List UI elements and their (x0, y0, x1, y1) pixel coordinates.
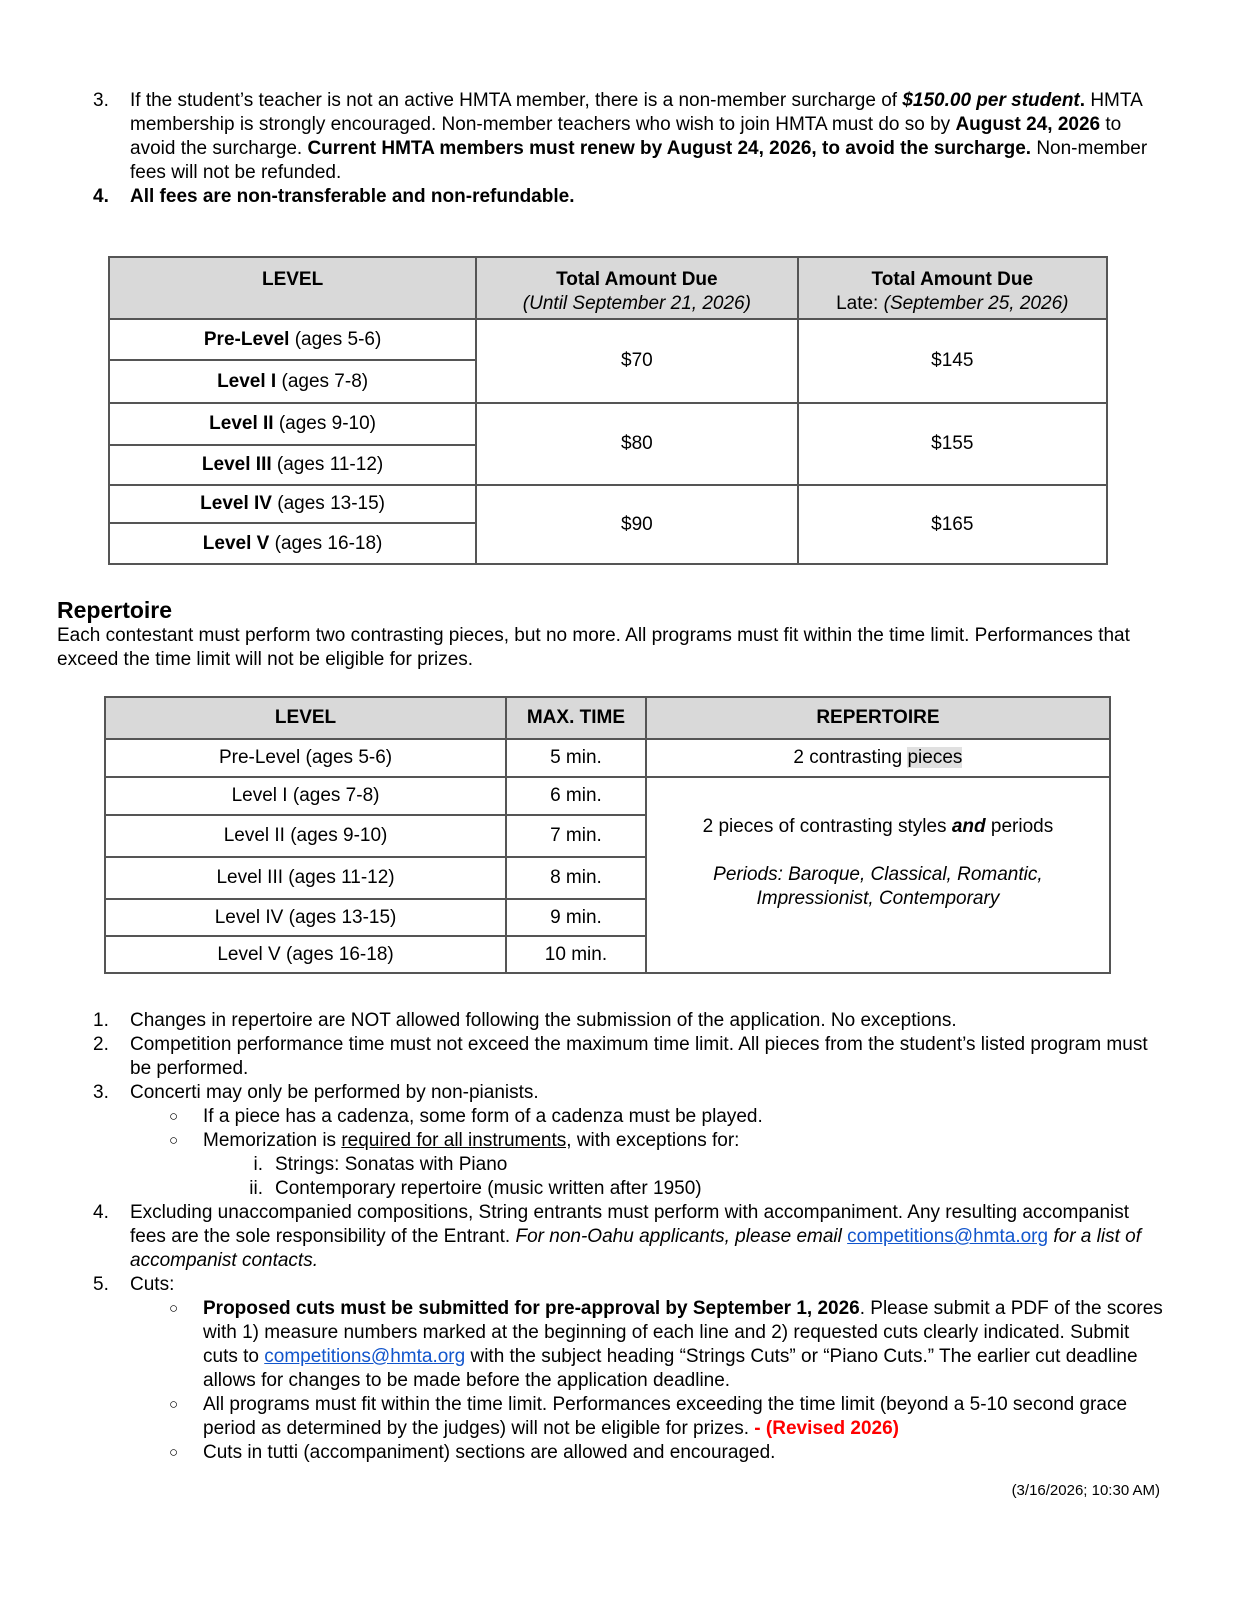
level-cell: Level IV (ages 13-15) (105, 899, 506, 936)
level-cell: Level III (ages 11-12) (109, 445, 476, 485)
fee-table (108, 256, 1108, 565)
regular-fee-cell: $70 (476, 319, 797, 403)
regular-fee-cell: $80 (476, 403, 797, 485)
rule-5: 5. Cuts: (93, 1274, 175, 1295)
regular-fee-cell: $90 (476, 485, 797, 564)
level-cell: Level I (ages 7-8) (109, 360, 476, 403)
repertoire-cell: 2 contrasting pieces (646, 739, 1110, 777)
rule-5-bullet-3: ○ Cuts in tutti (accompaniment) sections are allowed and encouraged. (169, 1442, 776, 1463)
email-link[interactable]: competitions@hmta.org (847, 1226, 1049, 1247)
table-row (105, 777, 1110, 815)
time-cell: 6 min. (506, 777, 646, 815)
rule-1: 1. Changes in repertoire are NOT allowed following the submission of the application. No exceptions. (93, 1010, 957, 1031)
revised-badge: - (Revised 2026) (754, 1418, 899, 1439)
revision-timestamp: (3/16/2026; 10:30 AM) (1011, 1482, 1160, 1499)
late-fee-cell: $165 (798, 485, 1107, 564)
header-level: LEVEL (109, 257, 476, 319)
level-cell: Level III (ages 11-12) (105, 857, 506, 899)
time-cell: 10 min. (506, 936, 646, 973)
rule-3-bullet-1: ○ If a piece has a cadenza, some form of a cadenza must be played. (169, 1106, 763, 1127)
repertoire-intro: Each contestant must perform two contrasting pieces, but no more. All programs must fit within the time limit. Performances that exceed the time limit will not be eligible for prizes. (57, 625, 1130, 670)
header-late: Total Amount Due Late: (September 25, 2026) (798, 257, 1107, 319)
email-link[interactable]: competitions@hmta.org (264, 1346, 466, 1367)
rule-4: 4. Excluding unaccompanied compositions, String entrants must perform with accompaniment. Any resulting accompanist fees are the sole responsibility of the Entrant. For non-Oahu applicants, please email competitions@hmta.org for a list of accompanist contacts. (93, 1202, 1141, 1271)
table-row (109, 403, 1107, 445)
level-cell: Level II (ages 9-10) (105, 815, 506, 857)
periods-list: Periods: Baroque, Classical, Romantic, Impressionist, Contemporary (713, 864, 1043, 909)
level-cell: Level I (ages 7-8) (105, 777, 506, 815)
bullet-icon: ○ (169, 1444, 179, 1461)
section-heading-repertoire: Repertoire (57, 597, 173, 623)
rule-3-bullet-2: ○ Memorization is required for all instruments, with exceptions for: (169, 1130, 740, 1151)
level-cell: Pre-Level (ages 5-6) (105, 739, 506, 777)
rule-5-bullet-1: ○ Proposed cuts must be submitted for pre-approval by September 1, 2026. Please submit a PDF of the scores with 1) measure numbers marked at the beginning of each line and 2) requested cuts clearly indicated. Submit cuts to competitions@hmta.org with the subject heading “Strings Cuts” or “Piano Cuts.” The earlier cut deadline allows for changes to be made before the application deadline. (169, 1298, 1163, 1391)
bullet-icon: ○ (169, 1396, 179, 1413)
bullet-icon: ○ (169, 1132, 179, 1149)
time-cell: 8 min. (506, 857, 646, 899)
level-cell: Level IV (ages 13-15) (109, 485, 476, 523)
header-max-time: MAX. TIME (506, 697, 646, 739)
time-cell: 5 min. (506, 739, 646, 777)
level-cell: Level V (ages 16-18) (105, 936, 506, 973)
repertoire-table (104, 696, 1111, 974)
bullet-icon: ○ (169, 1300, 179, 1317)
fee-table-header (109, 257, 1107, 319)
time-cell: 9 min. (506, 899, 646, 936)
header-repertoire: REPERTOIRE (646, 697, 1110, 739)
bullet-icon: ○ (169, 1108, 179, 1125)
table-row (109, 319, 1107, 360)
header-regular: Total Amount Due (Until September 21, 2026) (476, 257, 797, 319)
late-fee-cell: $155 (798, 403, 1107, 485)
repertoire-rules-list (57, 1009, 1167, 1465)
level-cell: Level V (ages 16-18) (109, 523, 476, 564)
rule-3-exception-2: ii. Contemporary repertoire (music written after 1950) (249, 1178, 702, 1199)
table-row (105, 739, 1110, 777)
table-row (109, 485, 1107, 523)
header-level: LEVEL (105, 697, 506, 739)
fee-notes-list (57, 89, 1167, 209)
repertoire-table-header (105, 697, 1110, 739)
rule-2: 2. Competition performance time must not exceed the maximum time limit. All pieces from the student’s listed program must be performed. (93, 1034, 1148, 1079)
repertoire-cell: 2 pieces of contrasting styles and periods Periods: Baroque, Classical, Romantic, Impressionist, Contemporary (646, 777, 1110, 973)
fee-note-4: 4. All fees are non-transferable and non-refundable. (93, 186, 575, 207)
rule-3: 3. Concerti may only be performed by non-pianists. (93, 1082, 539, 1103)
fee-note-3: 3. If the student’s teacher is not an active HMTA member, there is a non-member surcharge of $150.00 per student. HMTA membership is strongly encouraged. Non-member teachers who wish to join HMTA must do so by August 24, 2026 to avoid the surcharge. Current HMTA members must renew by August 24, 2026, to avoid the surcharge. Non-member fees will not be refunded. (93, 90, 1148, 183)
late-fee-cell: $145 (798, 319, 1107, 403)
rule-3-exception-1: i. Strings: Sonatas with Piano (253, 1154, 508, 1175)
level-cell: Level II (ages 9-10) (109, 403, 476, 445)
level-cell: Pre-Level (ages 5-6) (109, 319, 476, 360)
rule-5-bullet-2: ○ All programs must fit within the time limit. Performances exceeding the time limit (beyond a 5-10 second grace period as determined by the judges) will not be eligible for prizes. - (Revised 2026) (169, 1394, 1128, 1439)
time-cell: 7 min. (506, 815, 646, 857)
